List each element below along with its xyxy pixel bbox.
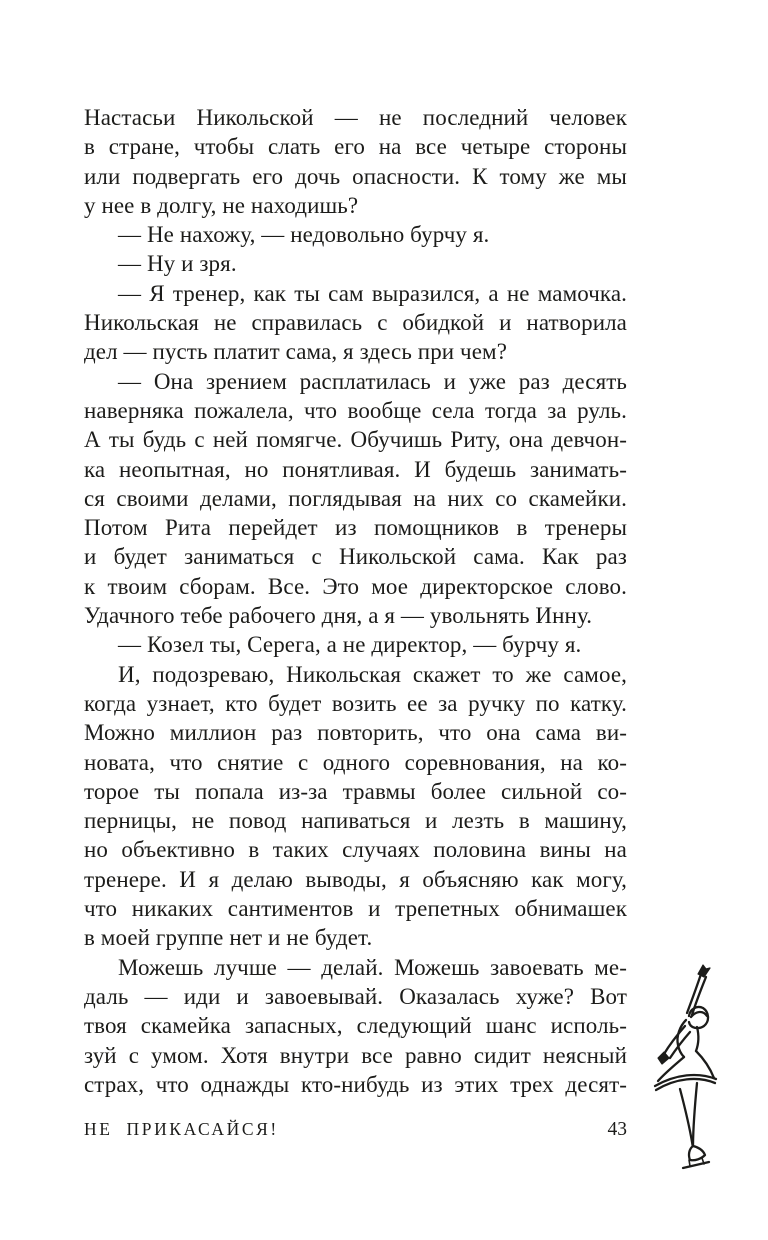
text-line: Можно миллион раз повторить, что она сама ви- bbox=[84, 720, 627, 746]
text-line: в стране, чтобы слать его на все четыре стороны bbox=[84, 134, 627, 160]
text-line: — Козел ты, Серега, а не директор, — бурчу я. bbox=[118, 632, 582, 658]
text-line: Никольская не справилась с обидкой и натворила bbox=[84, 310, 627, 336]
text-line: ка неопытная, но понятливая. И будешь занимать- bbox=[84, 456, 627, 482]
text-line: Можешь лучше — делай. Можешь завоевать ме- bbox=[118, 954, 627, 980]
page-number: 43 bbox=[607, 1119, 627, 1140]
page-footer bbox=[84, 1119, 627, 1141]
text-line: перницы, не повод напиваться и лезть в машину, bbox=[84, 808, 627, 834]
text-line: Удачного тебе рабочего дня, а я — увольнять Инну. bbox=[84, 603, 593, 629]
text-line: наверняка пожалела, что вообще села тогда за руль. bbox=[84, 397, 627, 423]
text-line: торое ты попала из-за травмы более сильной со- bbox=[84, 778, 627, 804]
text-line: Потом Рита перейдет из помощников в тренеры bbox=[84, 515, 627, 541]
figure-skater-icon bbox=[652, 960, 718, 1174]
text-line: в моей группе нет и не будет. bbox=[84, 925, 373, 951]
text-line: А ты будь с ней помягче. Обучишь Риту, она девчон- bbox=[84, 427, 627, 453]
text-line: новата, что снятие с одного соревнования, на ко- bbox=[84, 749, 627, 775]
text-line: или подвергать его дочь опасности. К тому же мы bbox=[84, 163, 627, 189]
text-line: дел — пусть платит сама, я здесь при чем? bbox=[84, 339, 507, 365]
text-line: когда узнает, кто будет возить ее за ручку по катку. bbox=[84, 690, 627, 716]
text-line: — Не нахожу, — недовольно бурчу я. bbox=[118, 222, 490, 248]
text-line: ся своими делами, поглядывая на них со скамейки. bbox=[84, 485, 627, 511]
text-line: Настасьи Никольской — не последний человек bbox=[84, 105, 627, 130]
text-line: что никаких сантиментов и трепетных обнимашек bbox=[84, 896, 627, 922]
text-line: тренере. И я делаю выводы, я объясняю как могу, bbox=[84, 866, 627, 892]
figure-skater-illustration bbox=[652, 960, 718, 1174]
text-line: — Я тренер, как ты сам выразился, а не мамочка. bbox=[118, 280, 627, 306]
text-line: — Она зрением расплатилась и уже раз десять bbox=[118, 368, 627, 394]
text-line: но объективно в таких случаях половина вины на bbox=[84, 837, 627, 863]
text-line: даль — иди и завоевывай. Оказалась хуже? Вот bbox=[84, 983, 627, 1009]
text-line: зуй с умом. Хотя внутри все равно сидит неясный bbox=[84, 1042, 627, 1068]
text-line: И, подозреваю, Никольская скажет то же самое, bbox=[118, 661, 627, 687]
page-text bbox=[84, 103, 627, 1099]
text-line: твоя скамейка запасных, следующий шанс исполь- bbox=[84, 1013, 627, 1039]
text-line: у нее в долгу, не находишь? bbox=[84, 192, 359, 218]
text-line: страх, что однажды кто-нибудь из этих трех десят- bbox=[84, 1071, 627, 1097]
text-line: и будет заниматься с Никольской сама. Как раз bbox=[84, 544, 627, 570]
running-title: НЕ ПРИКАСАЙСЯ! bbox=[84, 1119, 279, 1139]
text-line: — Ну и зря. bbox=[118, 251, 237, 277]
text-line: к твоим сборам. Все. Это мое директорское слово. bbox=[84, 573, 627, 599]
